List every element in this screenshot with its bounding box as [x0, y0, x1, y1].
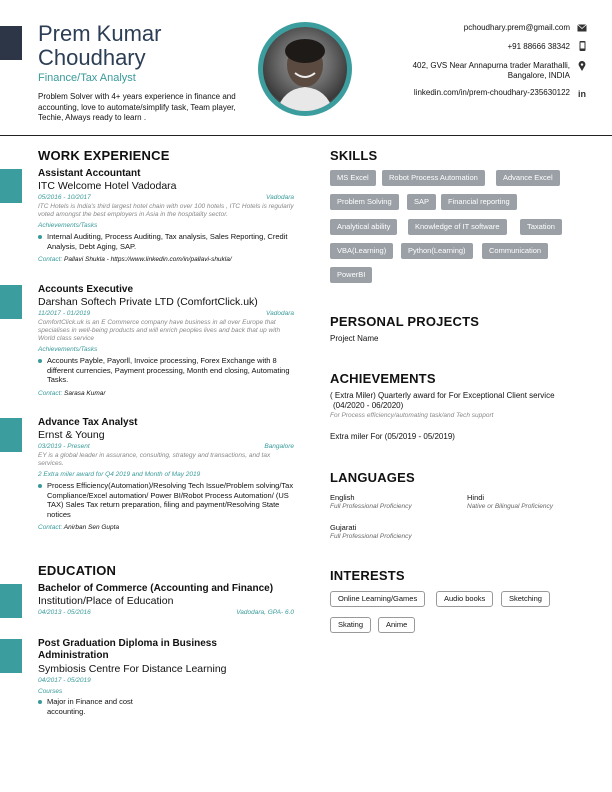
- contact-phone[interactable]: +91 88666 38342: [507, 42, 570, 51]
- job-entry: [38, 417, 294, 531]
- job-bullet: Accounts Payble, Payorll, Invoice processing, Forex Exchange with 8 different currencies, Payment processing, Month end closing, Automating Tasks.: [47, 356, 294, 385]
- course-line-1: Major in Finance and cost: [47, 697, 133, 706]
- job-award-label: 2 Extra miler award for Q4 2019 and Month of May 2019: [38, 471, 201, 478]
- skill-tag: Robot Process Automation: [382, 170, 485, 186]
- job-title: Assistant Accountant: [38, 168, 141, 179]
- interest-tag: Audio books: [436, 591, 493, 607]
- contact-key: Contact:: [38, 256, 63, 263]
- job-entry: [38, 168, 294, 263]
- achievement-line-1: ( Extra Miler) Quarterly award for For Exceptional Client service: [330, 391, 555, 400]
- skill-tag: Analytical ability: [330, 219, 397, 235]
- skill-tag: Advance Excel: [496, 170, 560, 186]
- interest-tag: Sketching: [501, 591, 550, 607]
- course-line-2: accounting.: [47, 706, 86, 716]
- skill-tag: Problem Solving: [330, 194, 399, 210]
- job-tasks-label: Achievements/Tasks: [38, 222, 98, 229]
- job-company: Ernst & Young: [38, 429, 105, 441]
- work-experience-title: WORK EXPERIENCE: [38, 148, 170, 163]
- address-line-1: 402, GVS Near Annapurna trader Marathalli,: [412, 61, 570, 70]
- languages-title: LANGUAGES: [330, 470, 415, 485]
- name-line-2: Choudhary: [38, 45, 146, 70]
- job-contact: [38, 256, 294, 263]
- skill-tag: Python(Learning): [401, 243, 473, 259]
- job-description: ComfortClick.uk is an E Commerce company have business in all over Europe that specialises in well-being products and will enrich peoples lives and back that up with World class service: [38, 319, 281, 342]
- achievement-line-2: (04/2020 - 06/2020): [333, 401, 404, 410]
- degree-title-line-2: Administration: [38, 650, 109, 661]
- contact-value: Sarasa Kumar: [64, 389, 106, 397]
- name-line-1: Prem Kumar: [38, 21, 162, 46]
- language-item: [330, 523, 412, 540]
- contact-key: Contact:: [38, 389, 63, 397]
- institution: Symbiosis Centre For Distance Learning: [38, 663, 227, 675]
- job-title: Accounts Executive: [38, 284, 134, 295]
- candidate-name: [38, 22, 161, 70]
- course-bullet: [47, 697, 294, 716]
- job-company: ITC Welcome Hotel Vadodara: [38, 180, 177, 192]
- education-entry: [38, 638, 294, 716]
- avatar: [263, 27, 347, 111]
- address-line-2: Bangalore, INDIA: [507, 71, 570, 80]
- contact-email[interactable]: pchoudhary.prem@gmail.com: [463, 23, 570, 32]
- language-name: Hindi: [467, 493, 485, 502]
- summary-text: Problem Solver with 4+ years experience in finance and accounting, love to automate/simplify task, Team player, Techie, Always ready to learn .: [38, 92, 236, 122]
- skill-tag: SAP: [407, 194, 436, 210]
- education-accent-bar: [0, 584, 22, 618]
- language-name: English: [330, 493, 355, 502]
- contact-value: Anirban Sen Gupta: [63, 524, 120, 531]
- job-bullet: Process Efficiency(Automation)/Resolving Tech Issue/Problem solving/Tax Compliance/Excel automation/ Power BI/Robot Process Automation/ (US TAX) Sales Tax return preparation, filing and payment/Resolving State notices: [47, 481, 294, 519]
- achievements-title: ACHIEVEMENTS: [330, 371, 436, 386]
- skill-tag: Communication: [482, 243, 548, 259]
- education-location: Vadodara, GPA- 6.0: [236, 609, 294, 616]
- contact-value: Pallavi Shukla - https://www.linkedin.com/in/pallavi-shukla/: [64, 256, 232, 263]
- projects-title: PERSONAL PROJECTS: [330, 314, 480, 329]
- job-description: EY is a global leader in assurance, consulting, strategy and transactions, and tax services.: [38, 452, 271, 467]
- contact-key: Contact:: [38, 524, 63, 531]
- interest-tag: Anime: [378, 617, 415, 633]
- job-dates: 11/2017 - 01/2019: [38, 310, 91, 317]
- degree-title: Bachelor of Commerce (Accounting and Finance): [38, 583, 274, 594]
- job-accent-bar: [0, 169, 22, 203]
- contact-linkedin[interactable]: linkedin.com/in/prem-choudhary-235630122: [413, 88, 570, 97]
- job-bullet: Internal Auditing, Process Auditing, Tax analysis, Sales Reporting, Credit Analysis, Debt Aging, SAP.: [47, 232, 294, 251]
- degree-title: [38, 638, 294, 662]
- skill-tag: VBA(Learning): [330, 243, 393, 259]
- job-description: ITC Hotels is India's third largest hotel chain with over 100 hotels , ITC Hotels is regularly voted amongst the best employers in Asia in the hospitality sector.: [38, 203, 294, 218]
- language-level: Full Professional Proficiency: [330, 503, 412, 510]
- job-location: Vadodara: [266, 310, 294, 317]
- job-title: Advance Tax Analyst: [38, 417, 138, 428]
- language-name: Gujarati: [330, 523, 357, 532]
- education-dates: 04/2017 - 05/2019: [38, 677, 91, 684]
- job-entry: [38, 284, 294, 397]
- job-dates: 05/2016 - 10/2017: [38, 194, 91, 201]
- language-level: Full Professional Proficiency: [330, 533, 412, 540]
- education-entry: [38, 583, 294, 618]
- courses-label: Courses: [38, 688, 63, 695]
- achievement-description: For Process efficiency/automating task/and Tech support: [330, 412, 494, 419]
- language-level: Native or Bilingual Proficiency: [467, 503, 553, 510]
- job-company: Darshan Softech Private LTD (ComfortClick.uk): [38, 296, 258, 308]
- education-accent-bar: [0, 639, 22, 673]
- education-dates: 04/2013 - 05/2016: [38, 609, 91, 616]
- achievement-item: Extra miler For (05/2019 - 05/2019): [330, 432, 455, 441]
- institution: Institution/Place of Education: [38, 595, 174, 607]
- job-accent-bar: [0, 285, 22, 319]
- language-item: [330, 493, 412, 510]
- candidate-role: Finance/Tax Analyst: [38, 72, 136, 84]
- profile-photo: [258, 22, 352, 116]
- degree-title-line-1: Post Graduation Diploma in Business: [38, 638, 217, 649]
- education-title: EDUCATION: [38, 563, 117, 578]
- job-location: Vadodara: [266, 194, 294, 201]
- location-pin-icon: [577, 61, 587, 71]
- job-location: Bangalore: [264, 443, 294, 450]
- linkedin-icon: in: [578, 89, 586, 99]
- project-name: Project Name: [330, 334, 379, 343]
- achievement-item: [330, 391, 555, 411]
- header-divider: [0, 135, 612, 136]
- job-contact: [38, 390, 294, 397]
- job-tasks-label: Achievements/Tasks: [38, 346, 98, 353]
- envelope-icon: [577, 24, 587, 34]
- job-dates: 03/2019 - Present: [38, 443, 90, 450]
- contact-address: [413, 61, 570, 81]
- skill-tag: Taxation: [520, 219, 562, 235]
- interests-title: INTERESTS: [330, 568, 405, 583]
- interest-tag: Skating: [330, 617, 371, 633]
- job-accent-bar: [0, 418, 22, 452]
- interest-tag: Online Learning/Games: [330, 591, 425, 607]
- skill-tag: MS Excel: [330, 170, 376, 186]
- language-item: [467, 493, 553, 510]
- skill-tag: Knowledge of IT software: [408, 219, 507, 235]
- phone-icon: [577, 41, 587, 51]
- skill-tag: Financial reporting: [441, 194, 517, 210]
- skills-title: SKILLS: [330, 148, 378, 163]
- header-corner-block: [0, 26, 22, 60]
- job-contact: [38, 524, 294, 531]
- skill-tag: PowerBI: [330, 267, 372, 283]
